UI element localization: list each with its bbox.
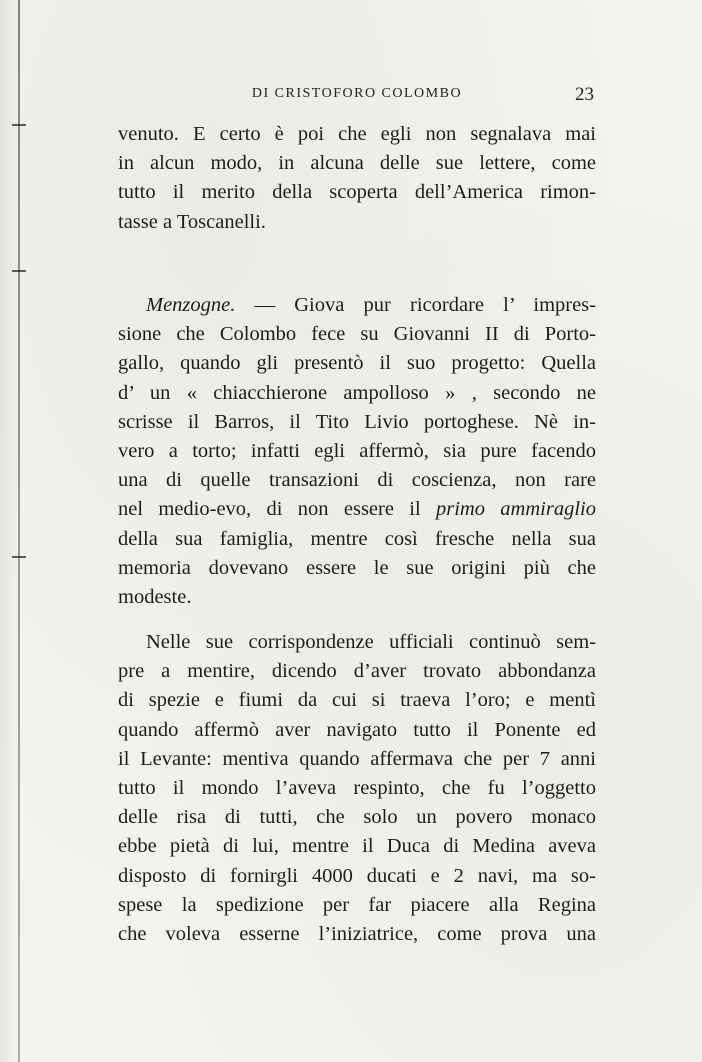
text-line-with-heading bbox=[118, 291, 596, 320]
text-line: tutto il merito della scoperta dell’America rimon- bbox=[118, 181, 596, 204]
italic-phrase: primo ammiraglio bbox=[436, 498, 596, 521]
text-line: che voleva esserne l’iniziatrice, come prova una bbox=[118, 922, 596, 945]
text-line: pre a mentire, dicendo d’aver trovato abbondanza bbox=[118, 660, 596, 683]
running-title: DI CRISTOFORO COLOMBO bbox=[251, 86, 463, 101]
text-line: disposto di fornirgli 4000 ducati e 2 navi, ma so- bbox=[118, 864, 596, 887]
text-line: della sua famiglia, mentre così fresche nella sua bbox=[118, 527, 596, 550]
text-line: gallo, quando gli presentò il suo progetto: Quella bbox=[118, 352, 596, 375]
text-line: ebbe pietà di lui, mentre il Duca di Medina aveva bbox=[118, 835, 596, 858]
text-line: una di quelle transazioni di coscienza, non rare bbox=[118, 469, 596, 492]
text-line: di spezie e fiumi da cui si traeva l’oro; e mentì bbox=[118, 689, 596, 712]
text-line: sione che Colombo fece su Giovanni II di Porto- bbox=[118, 323, 596, 346]
paragraph-2 bbox=[118, 291, 596, 612]
text-fragment: — Giova pur ricordare l’ impres- bbox=[235, 294, 596, 316]
text-line: quando affermò aver navigato tutto il Ponente ed bbox=[118, 718, 596, 741]
page-binding-edge bbox=[18, 0, 20, 1062]
text-line: Nelle sue corrispondenze ufficiali continuò sem- bbox=[146, 631, 596, 653]
binding-mark bbox=[12, 270, 26, 272]
page-number: 23 bbox=[575, 84, 594, 105]
text-line: il Levante: mentiva quando affermava che per 7 anni bbox=[118, 747, 596, 770]
text-line: tasse a Toscanelli. bbox=[118, 210, 266, 233]
text-fragment: nel medio-evo, di non essere il bbox=[118, 498, 436, 521]
text-line: modeste. bbox=[118, 585, 192, 608]
paragraph-3 bbox=[118, 628, 596, 949]
section-heading-italic: Menzogne. bbox=[146, 294, 236, 316]
paragraph-1 bbox=[118, 120, 596, 237]
text-line: scrisse il Barros, il Tito Livio portoghese. Nè in- bbox=[118, 410, 596, 433]
binding-mark bbox=[12, 124, 26, 126]
text-line: in alcun modo, in alcuna delle sue lettere, come bbox=[118, 152, 596, 175]
text-line: d’ un « chiacchierone ampolloso » , secondo ne bbox=[118, 381, 596, 404]
text-line: venuto. E certo è poi che egli non segnalava mai bbox=[118, 123, 596, 145]
binding-mark bbox=[12, 556, 26, 558]
text-line: vero a torto; infatti egli affermò, sia pure facendo bbox=[118, 439, 596, 462]
binding-shadow bbox=[0, 0, 18, 1062]
text-line: memoria dovevano essere le sue origini più che bbox=[118, 556, 596, 579]
text-line-with-italic bbox=[118, 495, 596, 524]
text-line: spese la spedizione per far piacere alla Regina bbox=[118, 893, 596, 916]
text-line: tutto il mondo l’aveva respinto, che fu l’oggetto bbox=[118, 776, 596, 799]
page-header bbox=[118, 86, 596, 110]
text-line: delle risa di tutti, che solo un povero monaco bbox=[118, 806, 596, 829]
